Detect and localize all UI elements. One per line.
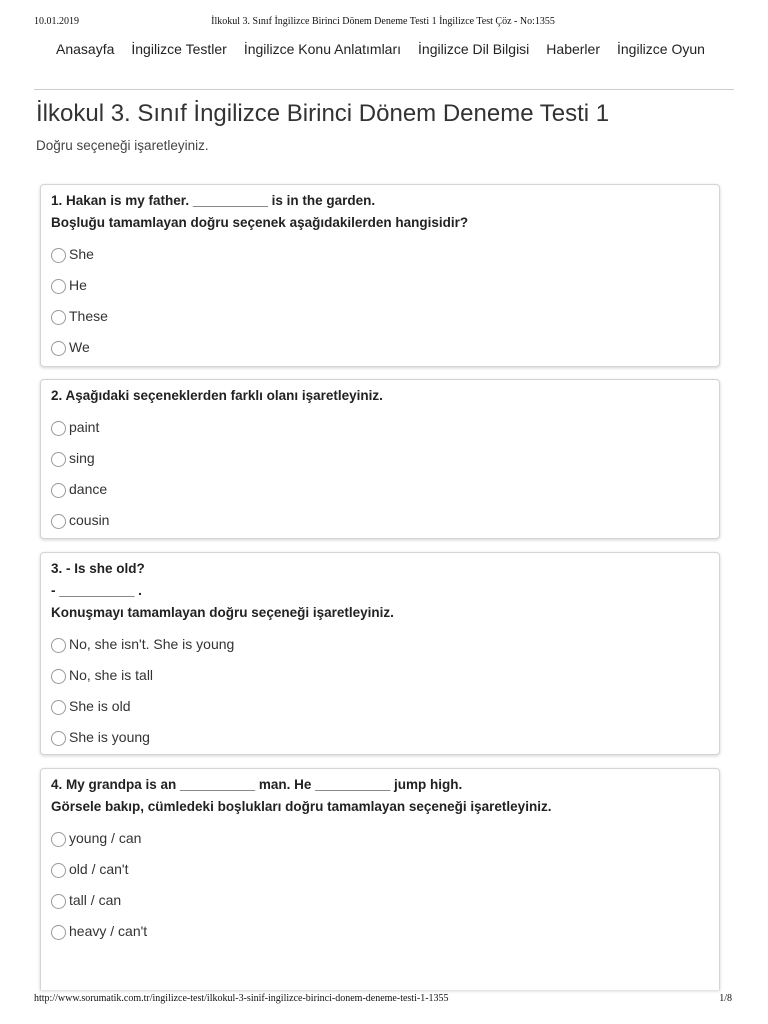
question-prompt: Görsele bakıp, cümledeki boşlukları doğru tamamlayan seçeneği işaretleyiniz.: [51, 799, 552, 814]
radio-button[interactable]: [51, 925, 66, 940]
options-list: [51, 238, 709, 362]
question-prompt: Boşluğu tamamlayan doğru seçenek aşağıdakilerden hangisidir?: [51, 215, 469, 230]
nav-link-haberler[interactable]: Haberler: [546, 41, 600, 57]
option-row[interactable]: [51, 504, 709, 535]
question-card-1: [40, 184, 720, 367]
option-label: She: [69, 245, 94, 262]
page-title: İlkokul 3. Sınıf İngilizce Birinci Dönem Deneme Testi 1: [36, 100, 610, 127]
answer-blank: - __________ .: [51, 583, 142, 598]
option-label: We: [69, 338, 90, 355]
radio-button[interactable]: [51, 310, 66, 325]
print-header: [34, 16, 732, 30]
option-label: paint: [69, 418, 100, 435]
nav-link-anasayfa[interactable]: Anasayfa: [56, 41, 115, 57]
option-label: cousin: [69, 511, 110, 528]
question-card-2: [40, 379, 720, 539]
option-label: These: [69, 307, 108, 324]
option-label: heavy / can't: [69, 922, 148, 939]
option-row[interactable]: [51, 473, 709, 504]
print-footer: [34, 993, 732, 1007]
option-label: dance: [69, 480, 108, 497]
radio-button[interactable]: [51, 421, 66, 436]
print-page-number: 1/8: [719, 993, 732, 1004]
option-row[interactable]: [51, 853, 709, 884]
option-label: No, she is tall: [69, 666, 154, 683]
option-row[interactable]: [51, 884, 709, 915]
radio-button[interactable]: [51, 669, 66, 684]
radio-button[interactable]: [51, 452, 66, 467]
question-text: 3. - Is she old?: [51, 561, 145, 576]
radio-button[interactable]: [51, 731, 66, 746]
radio-button[interactable]: [51, 514, 66, 529]
option-row[interactable]: [51, 300, 709, 331]
option-label: young / can: [69, 829, 142, 846]
print-doc-title: İlkokul 3. Sınıf İngilizce Birinci Dönem Deneme Testi 1 İngilizce Test Çöz - No:1355: [211, 16, 555, 27]
nav-link-konu-anlatimlari[interactable]: İngilizce Konu Anlatımları: [243, 41, 402, 57]
question-text: 4. My grandpa is an __________ man. He __________ jump high.: [51, 777, 463, 792]
radio-button[interactable]: [51, 279, 66, 294]
option-label: old / can't: [69, 860, 129, 877]
option-label: No, she isn't. She is young: [69, 635, 235, 652]
nav-divider: [34, 89, 734, 90]
radio-button[interactable]: [51, 248, 66, 263]
option-label: She is young: [69, 728, 150, 745]
radio-button[interactable]: [51, 832, 66, 847]
option-label: sing: [69, 449, 95, 466]
top-navigation: [56, 38, 738, 61]
options-list: [51, 411, 709, 535]
radio-button[interactable]: [51, 894, 66, 909]
question-text: 2. Aşağıdaki seçeneklerden farklı olanı işaretleyiniz.: [51, 388, 383, 403]
question-prompt: Konuşmayı tamamlayan doğru seçeneği işaretleyiniz.: [51, 605, 394, 620]
radio-button[interactable]: [51, 700, 66, 715]
option-label: He: [69, 276, 87, 293]
option-row[interactable]: [51, 331, 709, 362]
option-row[interactable]: [51, 659, 709, 690]
option-label: tall / can: [69, 891, 122, 908]
nav-link-ingilizce-testler[interactable]: İngilizce Testler: [131, 41, 227, 57]
print-date: 10.01.2019: [34, 16, 79, 27]
nav-link-ingilizce-oyun[interactable]: İngilizce Oyun: [617, 41, 705, 57]
option-row[interactable]: [51, 915, 709, 946]
option-row[interactable]: [51, 411, 709, 442]
instructions-text: Doğru seçeneği işaretleyiniz.: [36, 138, 209, 153]
nav-link-dil-bilgisi[interactable]: İngilizce Dil Bilgisi: [418, 41, 530, 57]
option-label: She is old: [69, 697, 131, 714]
radio-button[interactable]: [51, 341, 66, 356]
option-row[interactable]: [51, 238, 709, 269]
option-row[interactable]: [51, 721, 709, 752]
radio-button[interactable]: [51, 863, 66, 878]
option-row[interactable]: [51, 628, 709, 659]
option-row[interactable]: [51, 269, 709, 300]
options-list: [51, 628, 709, 752]
option-row[interactable]: [51, 822, 709, 853]
options-list: [51, 822, 709, 946]
print-url: http://www.sorumatik.com.tr/ingilizce-test/ilkokul-3-sinif-ingilizce-birinci-donem-deneme-testi-1-1355: [34, 993, 449, 1004]
question-card-4: [40, 768, 720, 990]
option-row[interactable]: [51, 690, 709, 721]
radio-button[interactable]: [51, 483, 66, 498]
option-row[interactable]: [51, 442, 709, 473]
radio-button[interactable]: [51, 638, 66, 653]
question-card-3: [40, 552, 720, 755]
question-text: 1. Hakan is my father. __________ is in the garden.: [51, 193, 376, 208]
